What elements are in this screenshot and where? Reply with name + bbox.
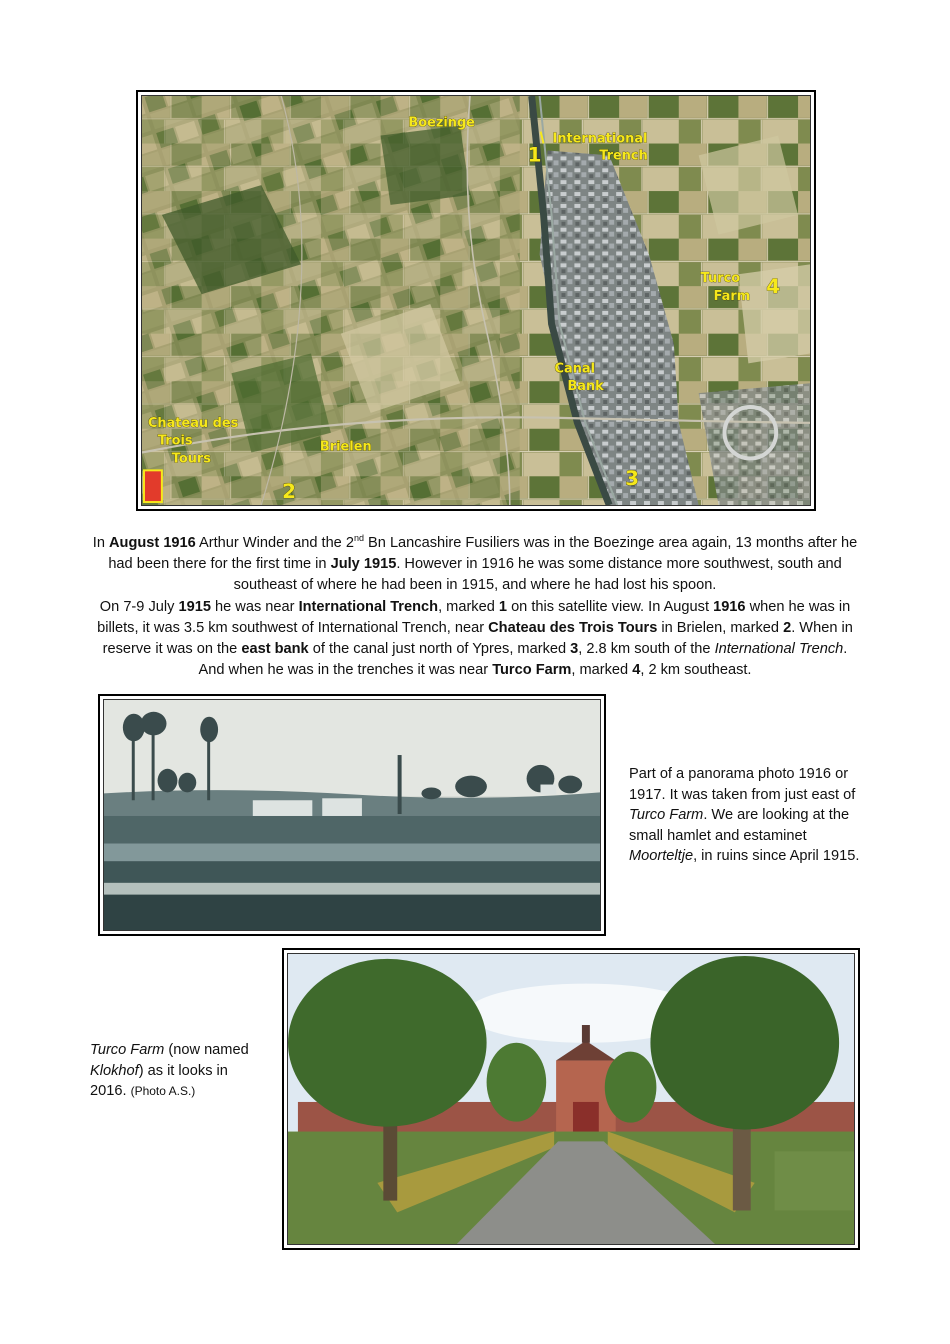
label-international-trench-line1: International: [552, 131, 648, 147]
label-chateau-line3: Tours: [171, 451, 212, 467]
bold-run: 1915: [178, 598, 211, 615]
bold-run: 4: [632, 662, 641, 679]
text-run: in Brielen, marked: [657, 619, 784, 636]
italic-run: Klokhof: [90, 1062, 139, 1079]
text-run: , in ruins since April 1915.: [693, 848, 860, 865]
italic-run: Turco Farm: [629, 807, 704, 824]
map-corner-logo: [144, 470, 162, 502]
label-brielen: Brielen: [319, 439, 372, 455]
bold-run: Turco Farm: [492, 662, 572, 679]
text-run: (now named: [164, 1042, 249, 1058]
italic-run: International Trench: [714, 641, 844, 658]
italic-run: Moorteltje: [629, 848, 694, 865]
text-run: In: [92, 535, 109, 551]
intro-paragraph-1: [90, 533, 860, 597]
date-july-1915: July 1915: [330, 556, 397, 573]
label-turco-farm-line1: Turco: [700, 271, 741, 287]
label-chateau-line2: Trois: [157, 433, 193, 449]
satellite-map: [141, 95, 811, 506]
bold-run: Chateau des Trois Tours: [488, 619, 658, 636]
marker-4: 4: [766, 275, 781, 299]
text-run: , marked: [571, 662, 633, 679]
panorama-photo-frame: [98, 694, 606, 936]
ordinal-suffix: nd: [353, 533, 364, 544]
label-chateau-line1: Chateau des: [147, 415, 239, 431]
bold-run: International Trench: [298, 598, 439, 615]
panorama-photo: [103, 699, 601, 931]
intro-paragraph-2: [90, 597, 860, 682]
label-turco-farm-line2: Farm: [713, 289, 751, 304]
text-run: when he was in billets, it was 3.5 km southwest of International Trench, near: [97, 598, 851, 636]
intro-text: [90, 533, 860, 681]
text-run: . And when he was in the trenches it was near: [198, 641, 848, 679]
photo-credit: (Photo A.S.): [130, 1084, 196, 1099]
text-run: . We are looking at the small hamlet and estaminet: [629, 807, 850, 844]
bold-run: 1916: [713, 598, 746, 615]
text-run: , 2.8 km south of the: [578, 641, 715, 658]
date-august-1916: August 1916: [109, 535, 196, 551]
bold-run: 1: [498, 598, 508, 615]
bold-run: 2: [783, 619, 792, 636]
label-boezinge: Boezinge: [408, 115, 475, 131]
satellite-map-frame: [136, 90, 816, 511]
farm-photo: [287, 953, 855, 1245]
marker-1: 1: [527, 143, 542, 167]
text-run: . However in 1916 he was some distance more southwest, south and southeast of where he had been in 1915, and where he had lost his spoon.: [233, 556, 842, 594]
text-run: . When in reserve it was on the: [102, 619, 853, 658]
farm-photo-frame: [282, 948, 860, 1250]
label-international-trench-line2: Trench: [599, 148, 648, 164]
panorama-caption: [629, 764, 871, 867]
bold-run: 3: [570, 641, 579, 658]
bold-run: east bank: [241, 641, 309, 658]
text-run: of the canal just north of Ypres, marked: [308, 641, 571, 658]
label-canal-bank-line2: Bank: [567, 379, 604, 395]
text-run: , marked: [438, 598, 499, 615]
farm-caption: [90, 1040, 266, 1102]
marker-3: 3: [625, 467, 639, 491]
text-run: Arthur Winder and the 2: [195, 535, 354, 551]
text-run: he was near: [210, 598, 299, 615]
text-run: on this satellite view. In August: [507, 598, 714, 615]
text-run: ) as it looks in 2016.: [90, 1062, 228, 1100]
text-run: Bn Lancashire Fusiliers was in the Boezinge area again, 13 months after he had been there for the first time in: [108, 535, 858, 573]
text-run: On 7-9 July: [99, 598, 179, 615]
text-run: Part of a panorama photo 1916 or 1917. It was taken from just east of: [629, 766, 856, 803]
italic-run: Turco Farm: [90, 1042, 165, 1058]
marker-2: 2: [282, 480, 296, 504]
text-run: , 2 km southeast.: [640, 662, 752, 679]
label-canal-bank-line1: Canal: [554, 361, 596, 377]
